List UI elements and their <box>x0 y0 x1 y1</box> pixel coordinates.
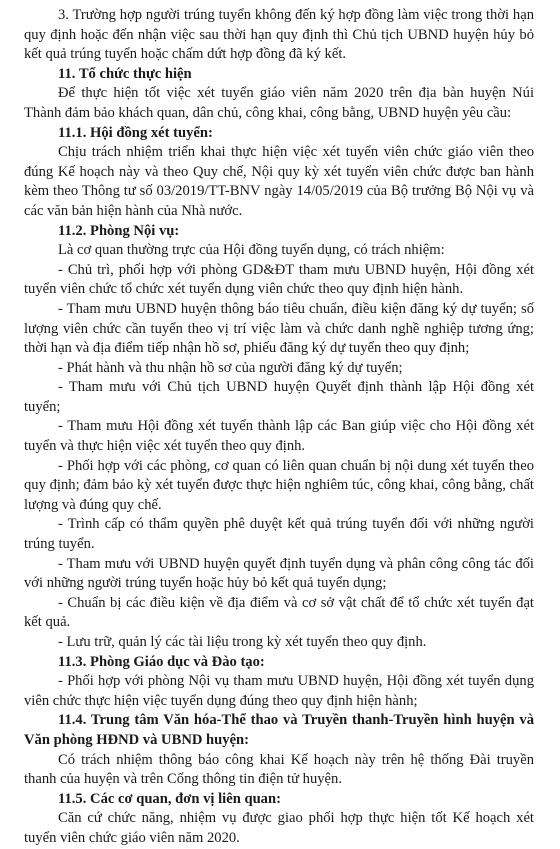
section-heading-11: 11. Tổ chức thực hiện <box>58 65 192 82</box>
list-item: - Chuẩn bị các điều kiện về địa điểm và cơ sở vật chất để tổ chức xét tuyển đạt kết quả. <box>24 594 534 631</box>
list-item: - Chủ trì, phối hợp với phòng GD&ĐT tham mưu UBND huyện, Hội đồng xét tuyển viên chức tổ chức xét tuyển dụng viên chức theo quy định hiện hành. <box>24 261 534 298</box>
paragraph-council-duties: Chịu trách nhiệm triển khai thực hiện việc xét tuyển viên chức giáo viên theo đúng Kế hoạch này và theo Quy chế, Nội quy kỳ xét tuyển viên chức được ban hành kèm theo Thông tư số 03/2019/TT-BNV ngày 14/05/2019 của Bộ trưởng Bộ Nội vụ và các văn bản hiện hành của Nhà nước. <box>24 144 534 219</box>
paragraph-contract-clause-3: 3. Trường hợp người trúng tuyển không đến ký hợp đồng làm việc trong thời hạn quy định hoặc đến nhận việc sau thời hạn quy định thì Chủ tịch UBND huyện hủy bỏ kết quả trúng tuyển hoặc chấm dứt hợp đồng đã ký kết. <box>24 7 534 63</box>
paragraph-intro: Để thực hiện tốt việc xét tuyển giáo viên năm 2020 trên địa bàn huyện Núi Thành đảm bảo khách quan, dân chủ, công khai, công bằng, UBND huyện yêu cầu: <box>24 85 534 121</box>
paragraph-home-affairs-role: Là cơ quan thường trực của Hội đồng tuyển dụng, có trách nhiệm: <box>58 242 445 259</box>
list-item: - Phối hợp với phòng Nội vụ tham mưu UBND huyện, Hội đồng xét tuyển dụng viên chức thực hiện việc tuyển dụng đúng theo quy định hiện hành; <box>24 673 534 709</box>
paragraph-related-agencies: Căn cứ chức năng, nhiệm vụ được giao phối hợp thực hiện tốt Kế hoạch xét tuyển viên chức giáo viên năm 2020. <box>24 810 534 846</box>
subheading-11-1: 11.1. Hội đồng xét tuyển: <box>58 124 213 141</box>
list-item: - Trình cấp có thẩm quyền phê duyệt kết quả trúng tuyển đối với những người trúng tuyển. <box>24 516 534 553</box>
list-item: - Tham mưu Hội đồng xét tuyển thành lập các Ban giúp việc cho Hội đồng xét tuyển và thực hiện việc xét tuyển theo quy định. <box>24 418 534 455</box>
paragraph-broadcast-duties: Có trách nhiệm thông báo công khai Kế hoạch này trên hệ thống Đài truyền thanh của huyện và trên Cổng thông tin điện tử huyện. <box>24 751 534 788</box>
subheading-11-3: 11.3. Phòng Giáo dục và Đào tạo: <box>58 653 265 670</box>
list-item: - Phối hợp với các phòng, cơ quan có liên quan chuẩn bị nội dung xét tuyển theo quy định; đảm bảo kỳ xét tuyển được thực hiện nghiêm túc, công khai, công bằng, chất lượng và đúng quy chế. <box>24 457 534 513</box>
list-item: - Lưu trữ, quản lý các tài liệu trong kỳ xét tuyển theo quy định. <box>58 634 427 650</box>
subheading-11-4: 11.4. Trung tâm Văn hóa-Thể thao và Truyền thanh-Truyền hình huyện và Văn phòng HĐND và UBND huyện: <box>24 712 534 748</box>
subheading-11-2: 11.2. Phòng Nội vụ: <box>58 222 180 239</box>
list-item: - Tham mưu với Chủ tịch UBND huyện Quyết định thành lập Hội đồng xét tuyển; <box>24 379 534 415</box>
subheading-11-5: 11.5. Các cơ quan, đơn vị liên quan: <box>58 790 281 807</box>
list-item: - Tham mưu với UBND huyện quyết định tuyển dụng và phân công công tác đối với những người trúng tuyển hoặc hủy bỏ kết quả tuyển dụng; <box>24 555 534 592</box>
list-item: - Tham mưu UBND huyện thông báo tiêu chuẩn, điều kiện đăng ký dự tuyển; số lượng viên chức cần tuyển theo vị trí việc làm và chức danh nghề nghiệp tương ứng; thời hạn và địa điểm tiếp nhận hồ sơ, phiếu đăng ký dự tuyển theo quy định; <box>24 300 534 357</box>
list-item: - Phát hành và thu nhận hồ sơ của người đăng ký dự tuyển; <box>58 359 403 376</box>
